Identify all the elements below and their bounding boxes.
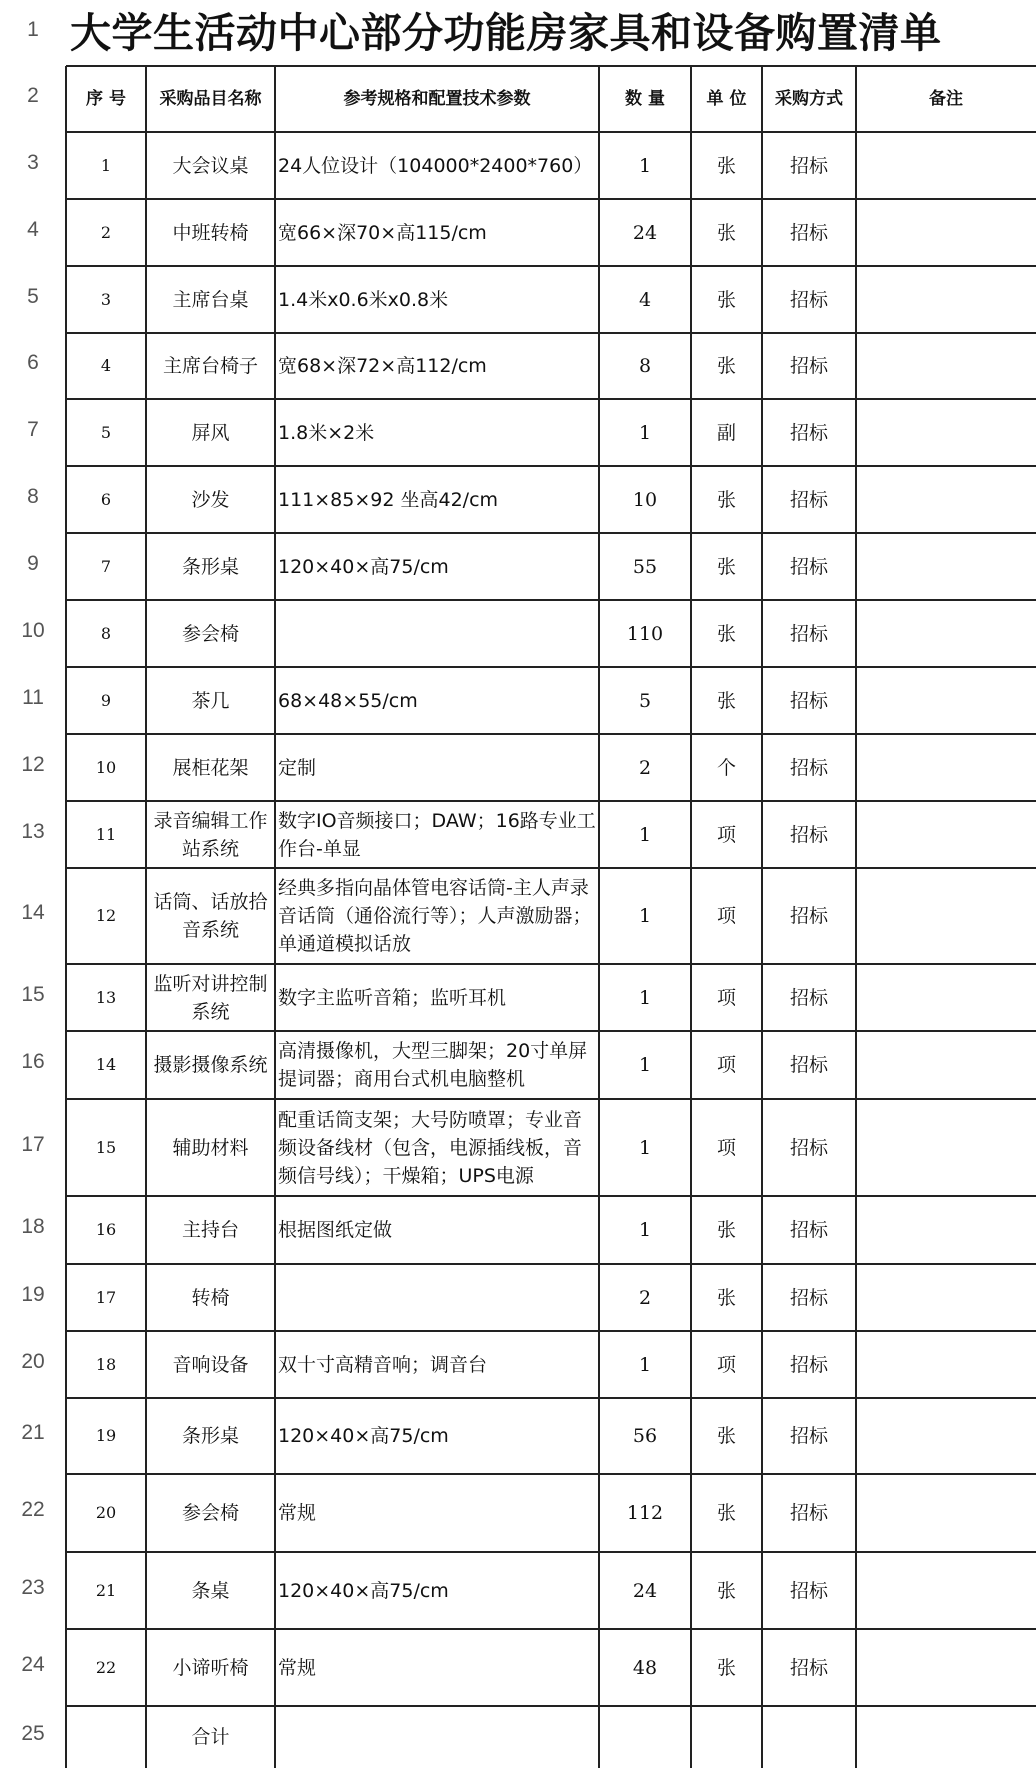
cell-seq[interactable]: 17: [95, 1287, 117, 1307]
header-seq[interactable]: 序 号: [86, 89, 126, 109]
grid-line: [66, 1098, 1036, 1100]
total-cell-method[interactable]: [762, 1706, 856, 1768]
row-number[interactable]: 19: [21, 1283, 45, 1306]
cell-seq[interactable]: 14: [95, 1055, 117, 1074]
cell-qty[interactable]: 110: [626, 622, 664, 645]
cell-spec[interactable]: [275, 1264, 599, 1331]
cell-spec[interactable]: 常规: [278, 1656, 317, 1679]
cell-method[interactable]: 招标: [789, 756, 828, 779]
grid-line: [66, 666, 1036, 668]
cell-qty[interactable]: 1: [638, 905, 652, 927]
row-number[interactable]: 20: [21, 1350, 45, 1373]
row-number[interactable]: 10: [21, 619, 45, 642]
cell-unit[interactable]: 张: [716, 689, 736, 712]
total-cell-seq[interactable]: [66, 1706, 146, 1768]
cell-method[interactable]: 招标: [789, 1353, 828, 1376]
grid-line: [65, 66, 67, 1768]
row-number[interactable]: 24: [21, 1653, 45, 1676]
grid-line: [66, 1330, 1036, 1332]
cell-name[interactable]: 沙发: [191, 488, 230, 511]
cell-note[interactable]: [856, 1474, 1036, 1552]
cell-name[interactable]: 主持台: [181, 1219, 239, 1241]
cell-note[interactable]: [856, 1552, 1036, 1629]
cell-unit[interactable]: 张: [716, 1656, 736, 1679]
cell-spec[interactable]: 24人位设计（104000*2400*760）: [278, 154, 593, 177]
cell-method[interactable]: 招标: [789, 1656, 828, 1679]
cell-seq[interactable]: 7: [100, 556, 112, 576]
cell-seq[interactable]: 1: [100, 155, 112, 175]
cell-note[interactable]: [856, 1031, 1036, 1099]
cell-qty[interactable]: 8: [638, 355, 652, 377]
total-cell-qty[interactable]: [599, 1706, 691, 1768]
cell-note[interactable]: [856, 466, 1036, 533]
cell-method[interactable]: 招标: [789, 555, 828, 578]
cell-spec[interactable]: 1.4米x0.6米x0.8米: [278, 288, 449, 311]
cell-note[interactable]: [856, 333, 1036, 399]
cell-seq[interactable]: 18: [95, 1354, 117, 1374]
row-number[interactable]: 7: [27, 418, 39, 441]
cell-qty[interactable]: 2: [638, 756, 652, 779]
total-label[interactable]: 合计: [191, 1726, 230, 1748]
cell-name[interactable]: 参会椅: [181, 622, 239, 645]
row-number[interactable]: 17: [21, 1133, 45, 1156]
cell-method[interactable]: 招标: [789, 421, 828, 444]
cell-qty[interactable]: 1: [638, 1054, 652, 1076]
cell-seq[interactable]: 21: [95, 1580, 117, 1600]
row-number[interactable]: 23: [21, 1576, 45, 1599]
row-number[interactable]: 1: [27, 18, 39, 41]
cell-qty[interactable]: 55: [632, 555, 658, 578]
cell-qty[interactable]: 1: [638, 823, 652, 846]
cell-seq[interactable]: 2: [100, 222, 112, 242]
grid-line: [66, 733, 1036, 735]
cell-seq[interactable]: 8: [100, 623, 112, 643]
grid-line: [66, 1263, 1036, 1265]
cell-method[interactable]: 招标: [789, 1579, 828, 1602]
cell-name[interactable]: 小谛听椅: [172, 1656, 249, 1679]
row-number[interactable]: 14: [21, 901, 45, 924]
cell-name[interactable]: 展柜花架: [172, 756, 249, 779]
cell-method[interactable]: 招标: [789, 823, 828, 846]
cell-note[interactable]: [856, 199, 1036, 266]
cell-seq[interactable]: 20: [95, 1503, 117, 1522]
cell-qty[interactable]: 4: [638, 288, 652, 311]
cell-note[interactable]: [856, 1398, 1036, 1474]
cell-seq[interactable]: 5: [100, 422, 112, 442]
cell-seq[interactable]: 4: [100, 356, 112, 375]
cell-unit[interactable]: 张: [716, 555, 736, 578]
cell-method[interactable]: 招标: [789, 905, 828, 927]
cell-seq[interactable]: 16: [95, 1220, 117, 1239]
cell-method[interactable]: 招标: [789, 1219, 828, 1241]
row-number[interactable]: 13: [21, 820, 45, 843]
grid-line: [66, 532, 1036, 534]
grid-line: [855, 66, 857, 1768]
cell-qty[interactable]: 1: [638, 986, 652, 1009]
cell-unit[interactable]: 张: [716, 488, 736, 511]
grid-line: [66, 1195, 1036, 1197]
row-number[interactable]: 18: [21, 1215, 45, 1238]
cell-method[interactable]: 招标: [789, 154, 828, 177]
cell-spec[interactable]: 配重话筒支架；大号防喷罩；专业音频设备线材（包含，电源插线板，音频信号线）；干燥箱；UPS电源: [278, 1108, 583, 1187]
grid-line: [66, 1628, 1036, 1630]
cell-seq[interactable]: 15: [95, 1137, 117, 1157]
cell-unit[interactable]: 张: [716, 1425, 736, 1447]
cell-unit[interactable]: 项: [716, 1353, 736, 1376]
row-number[interactable]: 21: [21, 1421, 45, 1444]
cell-unit[interactable]: 张: [716, 221, 736, 244]
cell-spec[interactable]: 120×40×高75/cm: [278, 555, 449, 578]
cell-unit[interactable]: 张: [716, 622, 736, 645]
cell-spec[interactable]: 数字主监听音箱；监听耳机: [278, 986, 507, 1009]
cell-note[interactable]: [856, 734, 1036, 801]
cell-method[interactable]: 招标: [789, 1502, 828, 1524]
cell-name[interactable]: 大会议桌: [172, 154, 249, 177]
cell-name[interactable]: 辅助材料: [172, 1136, 249, 1159]
cell-method[interactable]: 招标: [789, 1136, 828, 1159]
grid-line: [66, 1705, 1036, 1707]
cell-spec[interactable]: 1.8米×2米: [278, 421, 375, 444]
grid-line: [66, 800, 1036, 802]
row-number[interactable]: 9: [27, 552, 39, 575]
page-title: 大学生活动中心部分功能房家具和设备购置清单: [70, 9, 942, 57]
cell-note[interactable]: [856, 1099, 1036, 1196]
grid-line: [66, 1397, 1036, 1399]
cell-spec[interactable]: 宽68×深72×高112/cm: [278, 355, 487, 377]
cell-note[interactable]: [856, 801, 1036, 868]
cell-unit[interactable]: 张: [716, 1286, 736, 1309]
cell-method[interactable]: 招标: [789, 288, 828, 311]
cell-spec[interactable]: 宽66×深70×高115/cm: [278, 221, 487, 244]
cell-spec[interactable]: 111×85×92 坐高42/cm: [278, 488, 499, 511]
cell-spec[interactable]: 120×40×高75/cm: [278, 1425, 449, 1447]
cell-qty[interactable]: 112: [626, 1502, 664, 1524]
cell-spec[interactable]: 68×48×55/cm: [278, 689, 418, 712]
row-number[interactable]: 4: [27, 218, 39, 241]
row-number[interactable]: 22: [21, 1498, 45, 1521]
cell-name[interactable]: 主席台桌: [172, 288, 249, 311]
cell-note[interactable]: [856, 266, 1036, 333]
row-number[interactable]: 16: [21, 1050, 45, 1073]
cell-name[interactable]: 监听对讲控制系统: [153, 972, 268, 1023]
cell-seq[interactable]: 22: [95, 1657, 117, 1677]
cell-seq[interactable]: 3: [100, 289, 112, 309]
grid-line: [66, 867, 1036, 869]
cell-unit[interactable]: 张: [716, 1219, 736, 1241]
cell-method[interactable]: 招标: [789, 622, 828, 645]
cell-unit[interactable]: 项: [716, 1054, 736, 1076]
cell-name[interactable]: 录音编辑工作站系统: [153, 809, 268, 860]
cell-unit[interactable]: 张: [716, 1579, 736, 1602]
cell-seq[interactable]: 12: [95, 906, 117, 925]
cell-unit[interactable]: 个: [716, 756, 736, 779]
cell-seq[interactable]: 13: [95, 987, 117, 1007]
grid-line: [66, 398, 1036, 400]
cell-name[interactable]: 主席台椅子: [162, 355, 258, 377]
cell-spec[interactable]: 双十寸高精音响；调音台: [278, 1353, 488, 1376]
cell-method[interactable]: 招标: [789, 1054, 828, 1076]
cell-name[interactable]: 屏风: [191, 421, 230, 444]
cell-name[interactable]: 条形桌: [181, 555, 239, 578]
cell-spec[interactable]: 常规: [278, 1502, 317, 1524]
cell-unit[interactable]: 项: [716, 823, 736, 846]
grid-line: [66, 198, 1036, 200]
cell-seq[interactable]: 6: [100, 489, 112, 509]
cell-seq[interactable]: 9: [100, 690, 112, 710]
cell-note[interactable]: [856, 399, 1036, 466]
grid-line: [66, 1030, 1036, 1032]
cell-name[interactable]: 中班转椅: [172, 221, 249, 244]
cell-qty[interactable]: 10: [632, 488, 658, 511]
total-cell-spec[interactable]: [275, 1706, 599, 1768]
cell-method[interactable]: 招标: [789, 488, 828, 511]
row-number[interactable]: 5: [27, 285, 39, 308]
cell-unit[interactable]: 项: [716, 905, 736, 927]
grid-line: [66, 332, 1036, 334]
header-unit[interactable]: 单 位: [706, 89, 747, 109]
cell-note[interactable]: [856, 1629, 1036, 1706]
cell-qty[interactable]: 1: [638, 1353, 652, 1376]
cell-seq[interactable]: 10: [95, 757, 117, 777]
cell-qty[interactable]: 1: [638, 1136, 652, 1159]
grid-line: [66, 131, 1036, 133]
cell-note[interactable]: [856, 533, 1036, 600]
header-name[interactable]: 采购品目名称: [159, 89, 262, 109]
cell-note[interactable]: [856, 1196, 1036, 1264]
row-number[interactable]: 2: [27, 84, 39, 107]
cell-note[interactable]: [856, 964, 1036, 1031]
grid-line: [66, 1473, 1036, 1475]
cell-method[interactable]: 招标: [789, 1286, 828, 1309]
cell-unit[interactable]: 张: [716, 1502, 736, 1524]
cell-name[interactable]: 话筒、话放拾音系统: [153, 891, 268, 941]
cell-name[interactable]: 茶几: [191, 689, 230, 712]
cell-qty[interactable]: 24: [632, 1579, 658, 1602]
row-number[interactable]: 3: [27, 151, 39, 174]
total-cell-note[interactable]: [856, 1706, 1036, 1768]
cell-name[interactable]: 摄影摄像系统: [153, 1054, 268, 1076]
cell-note[interactable]: [856, 868, 1036, 964]
cell-spec[interactable]: 根据图纸定做: [278, 1219, 393, 1241]
cell-unit[interactable]: 张: [716, 154, 736, 177]
cell-method[interactable]: 招标: [789, 986, 828, 1009]
grid-line: [66, 963, 1036, 965]
header-note[interactable]: 备注: [929, 89, 963, 109]
cell-unit[interactable]: 项: [716, 986, 736, 1009]
cell-qty[interactable]: 1: [638, 1219, 652, 1241]
header-method[interactable]: 采购方式: [775, 89, 843, 109]
cell-note[interactable]: [856, 667, 1036, 734]
cell-unit[interactable]: 张: [716, 288, 736, 311]
grid-line: [66, 1551, 1036, 1553]
cell-note[interactable]: [856, 132, 1036, 199]
grid-line: [66, 65, 1036, 67]
cell-qty[interactable]: 24: [632, 221, 658, 244]
header-spec[interactable]: 参考规格和配置技术参数: [343, 89, 531, 109]
grid-line: [690, 66, 692, 1768]
cell-spec[interactable]: 定制: [278, 756, 317, 779]
cell-name[interactable]: 转椅: [191, 1286, 230, 1309]
cell-qty[interactable]: 5: [638, 689, 652, 712]
row-number[interactable]: 8: [27, 485, 39, 508]
row-number[interactable]: 12: [21, 753, 45, 776]
cell-qty[interactable]: 2: [638, 1286, 652, 1309]
cell-name[interactable]: 条桌: [191, 1579, 230, 1602]
cell-note[interactable]: [856, 1331, 1036, 1398]
row-number[interactable]: 15: [21, 983, 45, 1006]
cell-note[interactable]: [856, 1264, 1036, 1331]
cell-method[interactable]: 招标: [789, 355, 828, 377]
total-cell-unit[interactable]: [691, 1706, 762, 1768]
cell-qty[interactable]: 1: [638, 421, 652, 444]
row-number[interactable]: 6: [27, 351, 39, 374]
grid-line: [145, 66, 147, 1768]
grid-line: [274, 66, 276, 1768]
cell-name[interactable]: 条形桌: [181, 1425, 239, 1447]
cell-name[interactable]: 参会椅: [181, 1502, 239, 1524]
header-qty[interactable]: 数 量: [625, 89, 665, 109]
grid-line: [598, 66, 600, 1768]
cell-qty[interactable]: 56: [632, 1425, 658, 1447]
cell-unit[interactable]: 项: [716, 1136, 736, 1159]
cell-name[interactable]: 音响设备: [172, 1353, 249, 1376]
row-number[interactable]: 25: [21, 1722, 45, 1745]
cell-seq[interactable]: 19: [95, 1426, 117, 1445]
cell-seq[interactable]: 11: [95, 824, 117, 844]
grid-line: [761, 66, 763, 1768]
cell-unit[interactable]: 张: [716, 355, 736, 377]
cell-qty[interactable]: 1: [638, 154, 652, 177]
cell-spec[interactable]: 120×40×高75/cm: [278, 1579, 449, 1602]
cell-method[interactable]: 招标: [789, 689, 828, 712]
cell-spec[interactable]: [275, 600, 599, 667]
cell-spec[interactable]: 高清摄像机，大型三脚架；20寸单屏提词器；商用台式机电脑整机: [278, 1040, 588, 1090]
cell-qty[interactable]: 48: [632, 1656, 658, 1679]
cell-spec[interactable]: 数字IO音频接口；DAW；16路专业工作台-单显: [278, 809, 596, 860]
grid-line: [66, 465, 1036, 467]
cell-spec[interactable]: 经典多指向晶体管电容话筒-主人声录音话筒（通俗流行等）；人声激励器；单通道模拟话放: [278, 877, 592, 955]
cell-method[interactable]: 招标: [789, 1425, 828, 1447]
cell-note[interactable]: [856, 600, 1036, 667]
grid-line: [66, 599, 1036, 601]
cell-method[interactable]: 招标: [789, 221, 828, 244]
grid-line: [66, 265, 1036, 267]
cell-unit[interactable]: 副: [716, 421, 736, 444]
row-number[interactable]: 11: [22, 686, 44, 709]
